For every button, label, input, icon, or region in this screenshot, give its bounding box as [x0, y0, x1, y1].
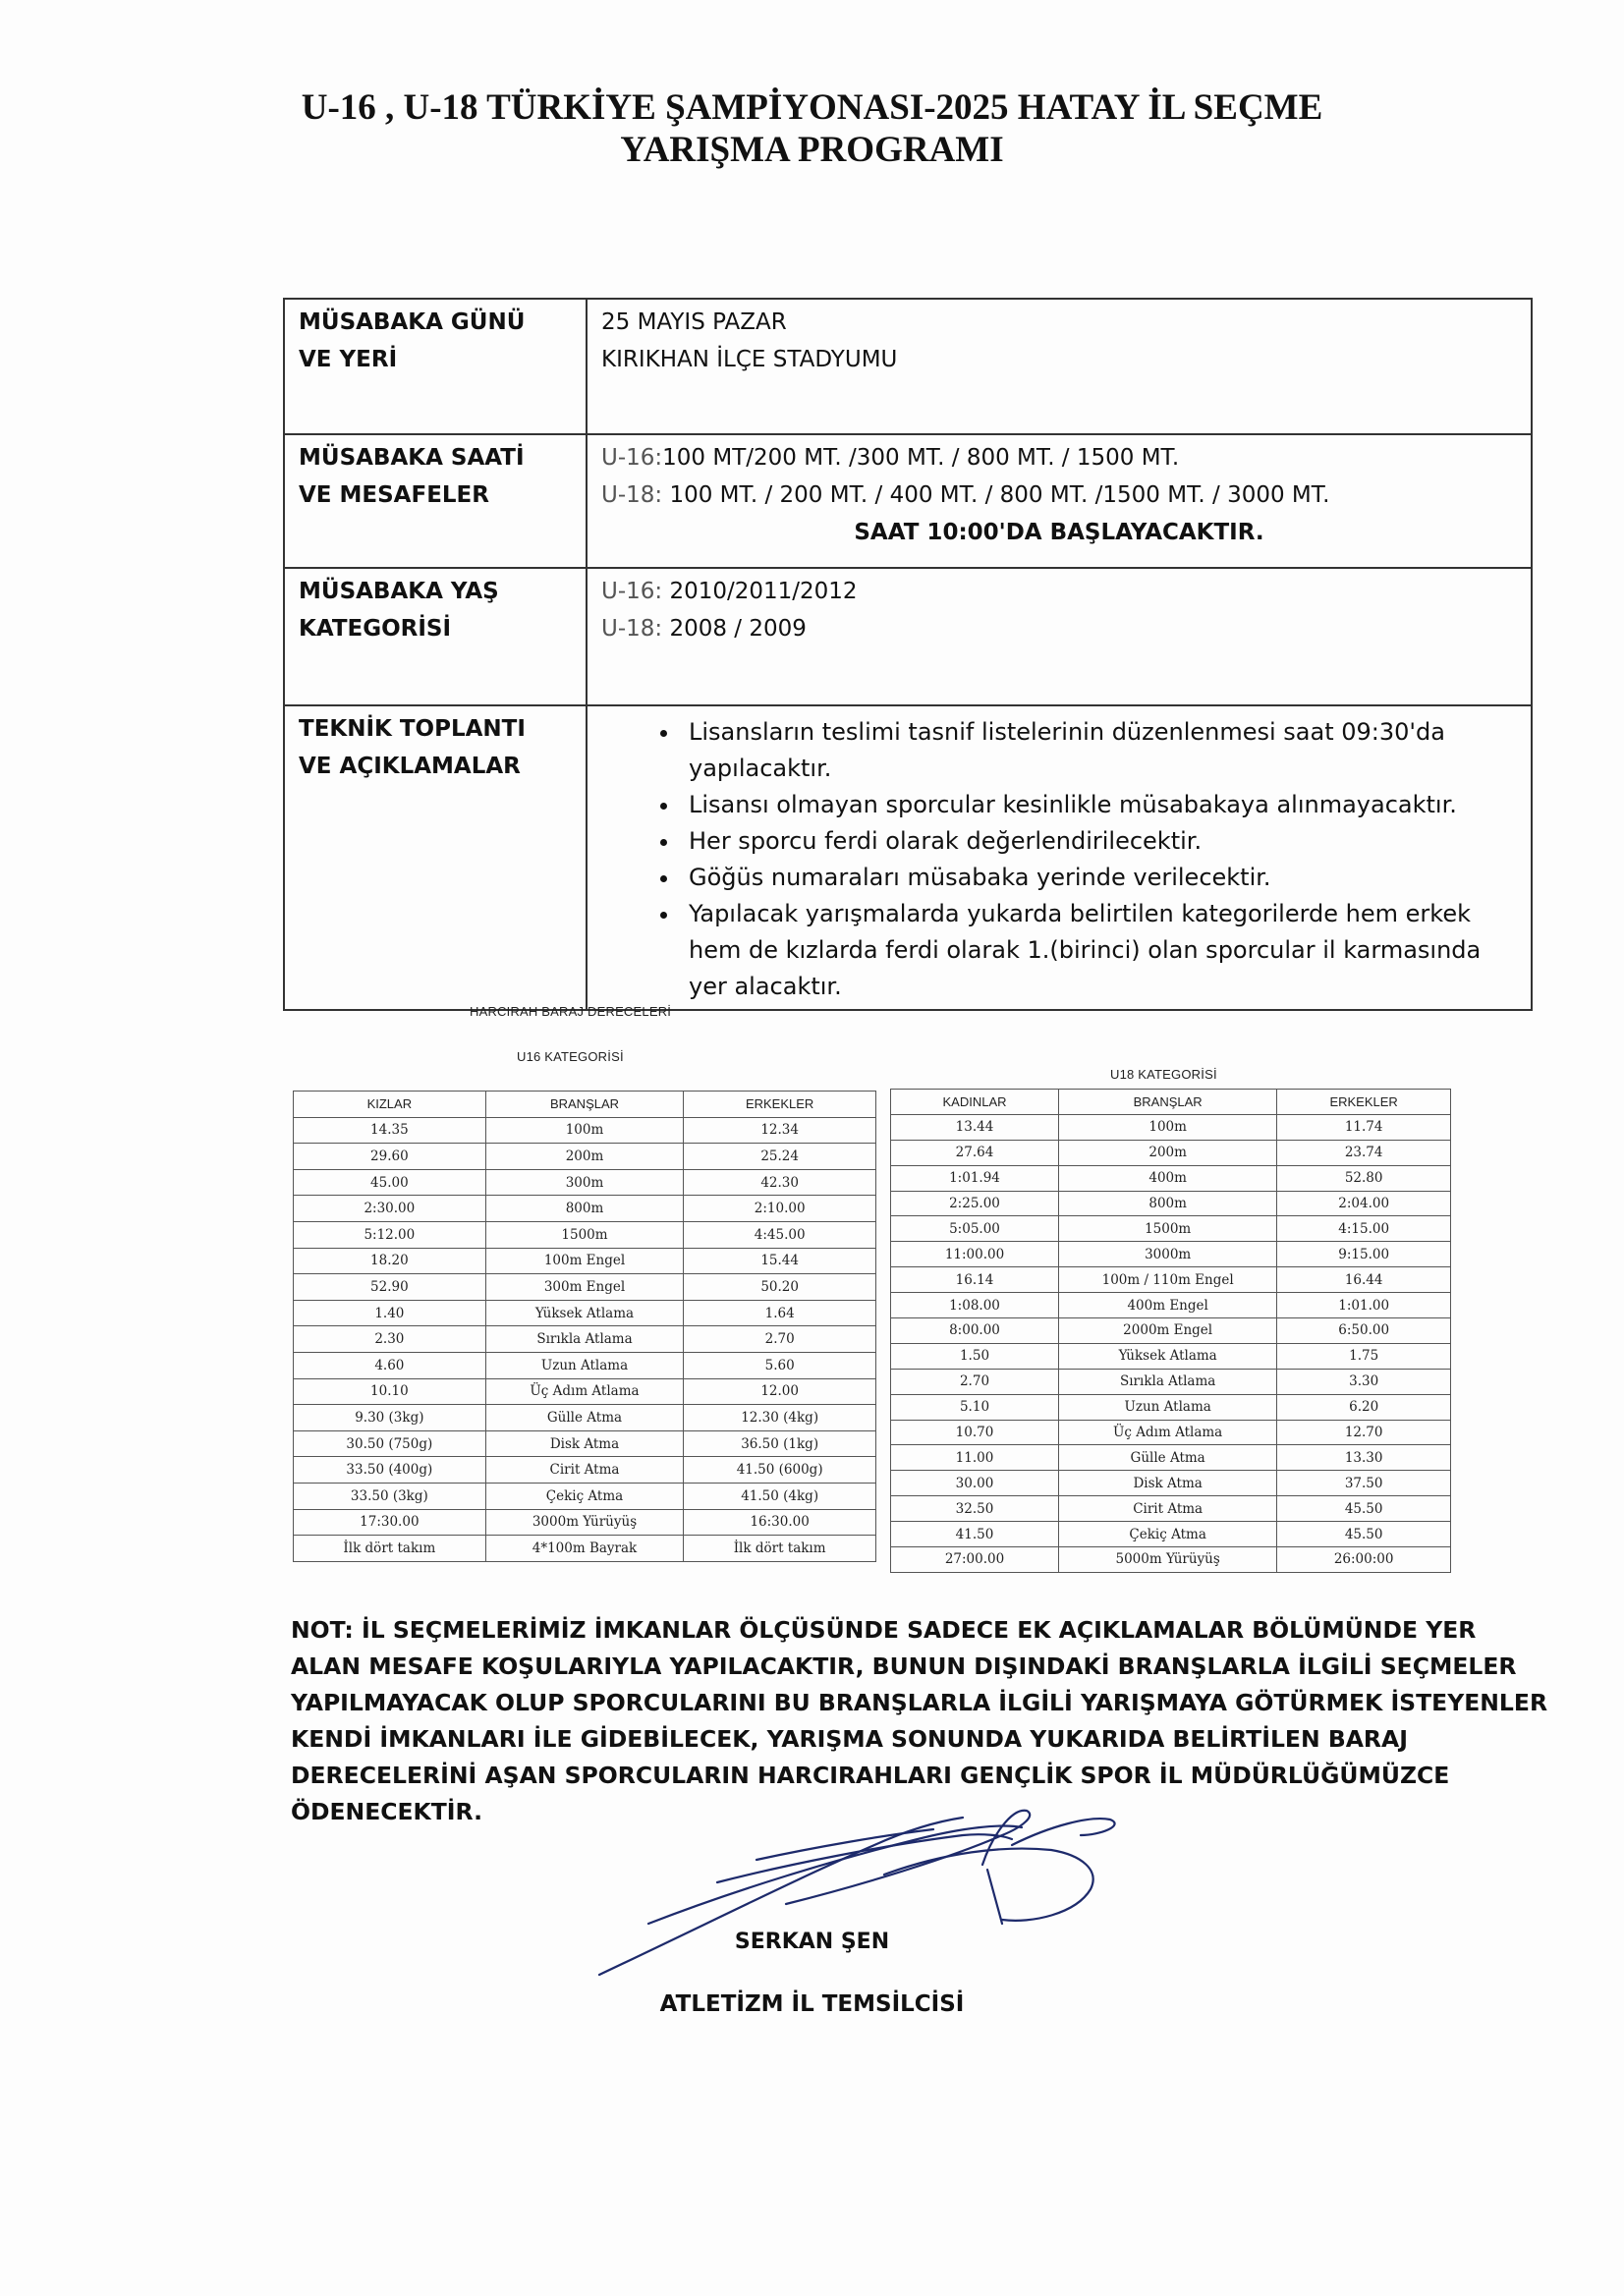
program-row-age-category	[284, 568, 1532, 705]
u16-prefix: U-16:	[601, 445, 663, 471]
table-row	[294, 1457, 876, 1484]
table-row	[891, 1420, 1451, 1445]
cell-female-record: 29.60	[294, 1144, 486, 1170]
col-header-branch: BRANŞLAR	[1059, 1090, 1277, 1115]
program-label	[284, 299, 587, 434]
table-row	[294, 1144, 876, 1170]
label-line: VE MESAFELER	[299, 482, 489, 508]
cell-female-record: 14.35	[294, 1117, 486, 1144]
cell-branch: Uzun Atlama	[1059, 1394, 1277, 1420]
cell-male-record: 50.20	[684, 1274, 876, 1301]
cell-female-record: 13.44	[891, 1114, 1059, 1140]
cell-male-record: 12.00	[684, 1378, 876, 1405]
cell-male-record: 9:15.00	[1277, 1242, 1451, 1267]
cell-female-record: 4.60	[294, 1352, 486, 1378]
u18-prefix: U-18:	[601, 482, 663, 508]
table-row	[891, 1165, 1451, 1191]
cell-male-record: 41.50 (4kg)	[684, 1483, 876, 1509]
program-row-technical-meeting	[284, 705, 1532, 1010]
cell-branch: 800m	[1059, 1191, 1277, 1216]
cell-female-record: 8:00.00	[891, 1318, 1059, 1344]
cell-female-record: 45.00	[294, 1169, 486, 1196]
cell-male-record: 4:15.00	[1277, 1216, 1451, 1242]
cell-male-record: 23.74	[1277, 1140, 1451, 1165]
table-header-row	[891, 1090, 1451, 1115]
cell-female-record: 33.50 (3kg)	[294, 1483, 486, 1509]
cell-male-record: 2.70	[684, 1326, 876, 1353]
table-row	[891, 1267, 1451, 1293]
table-row	[891, 1216, 1451, 1242]
cell-female-record: 5:12.00	[294, 1221, 486, 1248]
cell-male-record: 15.44	[684, 1248, 876, 1274]
cell-male-record: 45.50	[1277, 1496, 1451, 1522]
cell-male-record: 1.75	[1277, 1343, 1451, 1369]
document-title	[0, 86, 1624, 171]
cell-branch: Disk Atma	[1059, 1471, 1277, 1496]
cell-branch: Uzun Atlama	[485, 1352, 684, 1378]
cell-male-record: 13.30	[1277, 1445, 1451, 1471]
title-line-2: YARIŞMA PROGRAMI	[620, 130, 1004, 170]
cell-female-record: 2:25.00	[891, 1191, 1059, 1216]
u18-ages	[601, 610, 1517, 647]
table-row	[294, 1196, 876, 1222]
program-value	[587, 299, 1532, 434]
u16-caption: U16 KATEGORİSİ	[517, 1049, 624, 1064]
cell-male-record: 3.30	[1277, 1369, 1451, 1394]
table-row	[891, 1140, 1451, 1165]
u18-caption: U18 KATEGORİSİ	[1110, 1067, 1217, 1082]
program-label	[284, 705, 587, 1010]
u18-table-body	[891, 1114, 1451, 1572]
signer-title: ATLETİZM İL TEMSİLCİSİ	[659, 1991, 965, 2017]
cell-male-record: 37.50	[1277, 1471, 1451, 1496]
table-row	[891, 1293, 1451, 1318]
cell-female-record: İlk dört takım	[294, 1536, 486, 1562]
cell-branch: Üç Adım Atlama	[485, 1378, 684, 1405]
cell-male-record: 1.64	[684, 1300, 876, 1326]
u18-baraj-table	[890, 1089, 1451, 1573]
table-row	[294, 1248, 876, 1274]
cell-branch: Cirit Atma	[485, 1457, 684, 1484]
cell-male-record: 6.20	[1277, 1394, 1451, 1420]
cell-branch: Gülle Atma	[1059, 1445, 1277, 1471]
cell-branch: Cirit Atma	[1059, 1496, 1277, 1522]
note-item: • Her sporcu ferdi olarak değerlendirilecektir.	[681, 823, 1517, 860]
cell-female-record: 52.90	[294, 1274, 486, 1301]
cell-female-record: 10.70	[891, 1420, 1059, 1445]
cell-branch: Sırıkla Atlama	[485, 1326, 684, 1353]
cell-female-record: 5.10	[891, 1394, 1059, 1420]
cell-branch: Sırıkla Atlama	[1059, 1369, 1277, 1394]
cell-branch: 100m	[485, 1117, 684, 1144]
label-line: MÜSABAKA GÜNÜ	[299, 309, 526, 335]
note-item: • Lisansı olmayan sporcular kesinlikle müsabakaya alınmayacaktır.	[681, 787, 1517, 823]
u18-ages-text: 2008 / 2009	[662, 616, 807, 642]
u16-ages-text: 2010/2011/2012	[662, 579, 858, 604]
table-row	[294, 1274, 876, 1301]
note-item: • Lisansların teslimi tasnif listelerinin düzenlenmesi saat 09:30'da yapılacaktır.	[681, 714, 1517, 787]
cell-male-record: 16.44	[1277, 1267, 1451, 1293]
cell-female-record: 33.50 (400g)	[294, 1457, 486, 1484]
cell-female-record: 27.64	[891, 1140, 1059, 1165]
u16-distances	[601, 439, 1517, 476]
table-header-row	[294, 1092, 876, 1118]
cell-branch: 2000m Engel	[1059, 1318, 1277, 1344]
cell-female-record: 18.20	[294, 1248, 486, 1274]
table-row	[891, 1191, 1451, 1216]
cell-female-record: 11.00	[891, 1445, 1059, 1471]
cell-female-record: 1.50	[891, 1343, 1059, 1369]
cell-male-record: 25.24	[684, 1144, 876, 1170]
cell-branch: 200m	[485, 1144, 684, 1170]
title-line-1: U-16 , U-18 TÜRKİYE ŞAMPİYONASI-2025 HATAY İL SEÇME	[301, 87, 1323, 128]
cell-branch: 3000m	[1059, 1242, 1277, 1267]
cell-branch: Üç Adım Atlama	[1059, 1420, 1277, 1445]
cell-female-record: 1:08.00	[891, 1293, 1059, 1318]
table-row	[891, 1496, 1451, 1522]
cell-branch: 100m	[1059, 1114, 1277, 1140]
u16-prefix: U-16:	[601, 579, 663, 604]
table-row	[294, 1483, 876, 1509]
notes-list	[588, 714, 1517, 1005]
label-line: MÜSABAKA YAŞ	[299, 579, 499, 604]
cell-male-record: 52.80	[1277, 1165, 1451, 1191]
u18-distances-text: 100 MT. / 200 MT. / 400 MT. / 800 MT. /1500 MT. / 3000 MT.	[662, 482, 1330, 508]
cell-male-record: 16:30.00	[684, 1509, 876, 1536]
col-header-women: KADINLAR	[891, 1090, 1059, 1115]
table-row	[294, 1509, 876, 1536]
cell-branch: 1500m	[1059, 1216, 1277, 1242]
cell-male-record: 4:45.00	[684, 1221, 876, 1248]
cell-branch: 400m	[1059, 1165, 1277, 1191]
table-row	[294, 1117, 876, 1144]
cell-female-record: 1:01.94	[891, 1165, 1059, 1191]
cell-branch: 300m	[485, 1169, 684, 1196]
cell-male-record: 2:10.00	[684, 1196, 876, 1222]
label-line: VE AÇIKLAMALAR	[299, 754, 521, 779]
cell-male-record: 45.50	[1277, 1522, 1451, 1547]
table-row	[294, 1536, 876, 1562]
u16-distances-text: 100 MT/200 MT. /300 MT. / 800 MT. / 1500 MT.	[662, 445, 1180, 471]
cell-branch: 300m Engel	[485, 1274, 684, 1301]
cell-male-record: 11.74	[1277, 1114, 1451, 1140]
cell-male-record: 41.50 (600g)	[684, 1457, 876, 1484]
cell-female-record: 2:30.00	[294, 1196, 486, 1222]
cell-branch: Çekiç Atma	[485, 1483, 684, 1509]
table-row	[891, 1114, 1451, 1140]
cell-branch: Yüksek Atlama	[485, 1300, 684, 1326]
signer-name: SERKAN ŞEN	[734, 1930, 890, 1954]
program-value	[587, 705, 1532, 1010]
cell-male-record: 2:04.00	[1277, 1191, 1451, 1216]
handwritten-signature	[589, 1806, 1179, 1983]
col-header-men: ERKEKLER	[1277, 1090, 1451, 1115]
cell-branch: 200m	[1059, 1140, 1277, 1165]
program-table	[283, 298, 1533, 1011]
table-row	[891, 1547, 1451, 1573]
table-row	[891, 1318, 1451, 1344]
cell-branch: 1500m	[485, 1221, 684, 1248]
cell-female-record: 27:00.00	[891, 1547, 1059, 1573]
cell-female-record: 2.70	[891, 1369, 1059, 1394]
program-row-time-distances	[284, 434, 1532, 568]
cell-male-record: 12.30 (4kg)	[684, 1405, 876, 1431]
table-row	[891, 1343, 1451, 1369]
label-line: TEKNİK TOPLANTI	[299, 716, 526, 742]
table-row	[294, 1221, 876, 1248]
cell-female-record: 30.50 (750g)	[294, 1430, 486, 1457]
cell-branch: 800m	[485, 1196, 684, 1222]
cell-female-record: 17:30.00	[294, 1509, 486, 1536]
cell-male-record: 26:00:00	[1277, 1547, 1451, 1573]
cell-branch: 3000m Yürüyüş	[485, 1509, 684, 1536]
u18-distances	[601, 476, 1517, 514]
label-line: VE YERİ	[299, 347, 398, 372]
table-row	[294, 1352, 876, 1378]
table-row	[294, 1405, 876, 1431]
cell-branch: Çekiç Atma	[1059, 1522, 1277, 1547]
cell-male-record: 6:50.00	[1277, 1318, 1451, 1344]
table-row	[294, 1430, 876, 1457]
cell-male-record: 12.70	[1277, 1420, 1451, 1445]
note-item: • Göğüs numaraları müsabaka yerinde verilecektir.	[681, 860, 1517, 896]
label-line: KATEGORİSİ	[299, 616, 452, 642]
cell-branch: 100m / 110m Engel	[1059, 1267, 1277, 1293]
table-row	[891, 1445, 1451, 1471]
cell-female-record: 32.50	[891, 1496, 1059, 1522]
u16-table-body	[294, 1117, 876, 1561]
table-row	[891, 1369, 1451, 1394]
table-row	[891, 1471, 1451, 1496]
cell-male-record: 12.34	[684, 1117, 876, 1144]
cell-female-record: 10.10	[294, 1378, 486, 1405]
start-time: SAAT 10:00'DA BAŞLAYACAKTIR.	[854, 520, 1264, 545]
cell-female-record: 1.40	[294, 1300, 486, 1326]
cell-female-record: 41.50	[891, 1522, 1059, 1547]
u18-prefix: U-18:	[601, 616, 663, 642]
cell-branch: Disk Atma	[485, 1430, 684, 1457]
cell-female-record: 5:05.00	[891, 1216, 1059, 1242]
table-row	[294, 1326, 876, 1353]
cell-male-record: 42.30	[684, 1169, 876, 1196]
label-line: MÜSABAKA SAATİ	[299, 445, 525, 471]
cell-branch: 4*100m Bayrak	[485, 1536, 684, 1562]
cell-branch: Gülle Atma	[485, 1405, 684, 1431]
cell-female-record: 9.30 (3kg)	[294, 1405, 486, 1431]
event-venue: KIRIKHAN İLÇE STADYUMU	[601, 347, 898, 372]
event-date: 25 MAYIS PAZAR	[601, 309, 787, 335]
program-label	[284, 434, 587, 568]
cell-branch: 400m Engel	[1059, 1293, 1277, 1318]
cell-male-record: 5.60	[684, 1352, 876, 1378]
cell-male-record: 1:01.00	[1277, 1293, 1451, 1318]
program-row-date-venue	[284, 299, 1532, 434]
u16-ages	[601, 573, 1517, 610]
cell-female-record: 30.00	[891, 1471, 1059, 1496]
table-row	[294, 1378, 876, 1405]
program-value	[587, 434, 1532, 568]
col-header-boys: ERKEKLER	[684, 1092, 876, 1118]
cell-branch: 100m Engel	[485, 1248, 684, 1274]
u16-baraj-table	[293, 1091, 876, 1562]
cell-branch: 5000m Yürüyüş	[1059, 1547, 1277, 1573]
cell-female-record: 2.30	[294, 1326, 486, 1353]
cell-male-record: 36.50 (1kg)	[684, 1430, 876, 1457]
baraj-caption: HARCIRAH BARAJ DERECELERİ	[470, 1004, 672, 1019]
table-row	[891, 1242, 1451, 1267]
table-row	[294, 1300, 876, 1326]
program-value	[587, 568, 1532, 705]
col-header-girls: KIZLAR	[294, 1092, 486, 1118]
cell-female-record: 11:00.00	[891, 1242, 1059, 1267]
cell-branch: Yüksek Atlama	[1059, 1343, 1277, 1369]
note-item: • Yapılacak yarışmalarda yukarda belirtilen kategorilerde hem erkek hem de kızlarda ferdi olarak 1.(birinci) olan sporcular il karmasında yer alacaktır.	[681, 896, 1517, 1005]
cell-male-record: İlk dört takım	[684, 1536, 876, 1562]
table-row	[294, 1169, 876, 1196]
program-label	[284, 568, 587, 705]
table-row	[891, 1394, 1451, 1420]
cell-female-record: 16.14	[891, 1267, 1059, 1293]
col-header-branch: BRANŞLAR	[485, 1092, 684, 1118]
table-row	[891, 1522, 1451, 1547]
note-paragraph: NOT: İL SEÇMELERİMİZ İMKANLAR ÖLÇÜSÜNDE SADECE EK AÇIKLAMALAR BÖLÜMÜNDE YER ALAN MESAFE KOŞULARIYLA YAPILACAKTIR, BUNUN DIŞINDAKİ BRANŞLARLA İLGİLİ SEÇMELER YAPILMAYACAK OLUP SPORCULARINI BU BRANŞLARLA İLGİLİ YARIŞMAYA GÖTÜRMEK İSTEYENLER KENDİ İMKANLARI İLE GİDEBİLECEK, YARIŞMA SONUNDA YUKARIDA BELİRTİLEN BARAJ DERECELERİNİ AŞAN SPORCULARIN HARCIRAHLARI GENÇLİK SPOR İL MÜDÜRLÜĞÜMÜZCE ÖDENECEKTİR.	[291, 1616, 1548, 1825]
